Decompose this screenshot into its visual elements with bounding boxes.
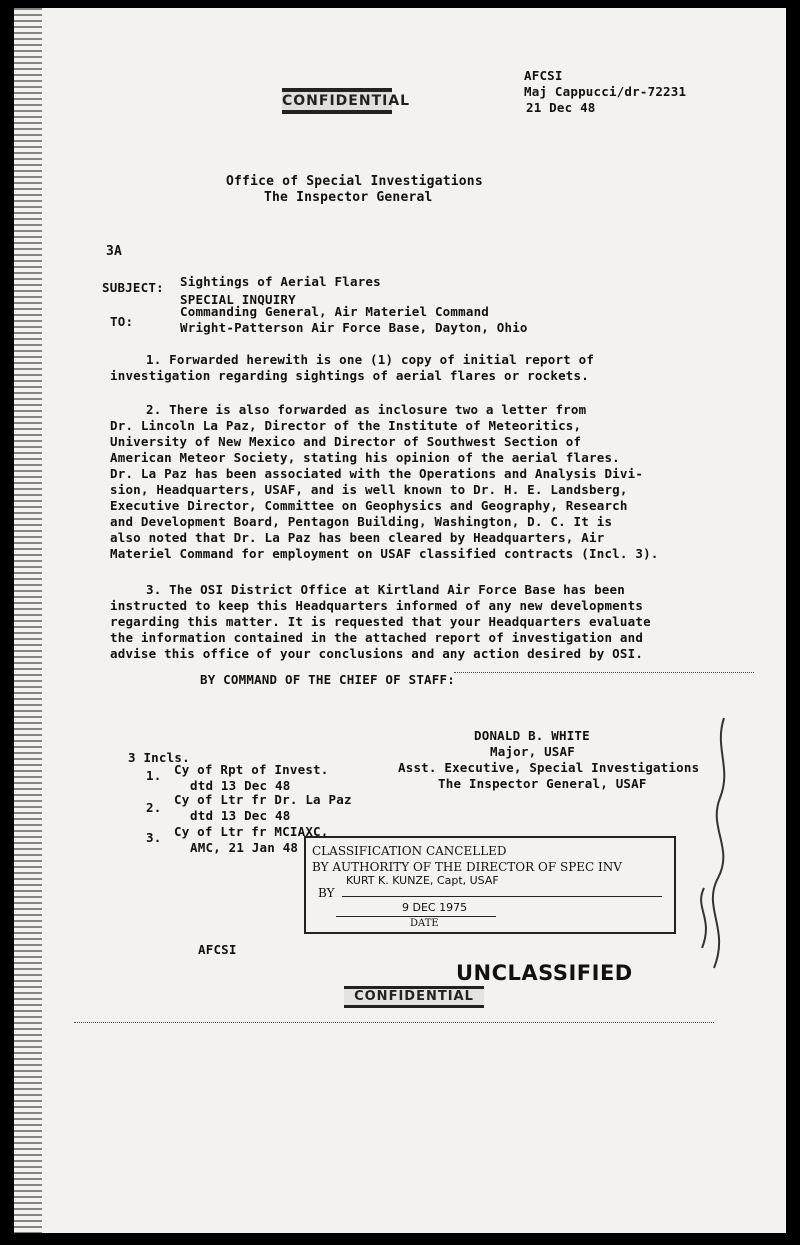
to-line2: Wright-Patterson Air Force Base, Dayton, Ohio	[180, 320, 528, 335]
scan-dotted-line	[454, 672, 754, 673]
inclosure-number: 2.	[146, 800, 162, 815]
paragraph-line: Executive Director, Committee on Geophysics and Geography, Research	[110, 498, 628, 513]
paragraph-line: also noted that Dr. La Paz has been cleared by Headquarters, Air	[110, 530, 605, 545]
office-symbol: AFCSI	[524, 68, 563, 83]
paragraph-line: University of New Mexico and Director of Southwest Section of	[110, 434, 582, 449]
declass-date-label: DATE	[410, 918, 439, 929]
inclosure-number: 1.	[146, 768, 162, 783]
command-line: BY COMMAND OF THE CHIEF OF STAFF:	[200, 672, 455, 687]
handwritten-margin-signature	[684, 708, 754, 1008]
inclosure-line: dtd 13 Dec 48	[190, 808, 291, 823]
paragraph-line: American Meteor Society, stating his opinion of the aerial flares.	[110, 450, 620, 465]
document-page	[14, 8, 786, 1233]
paragraph-line: instructed to keep this Headquarters informed of any new developments	[110, 598, 644, 613]
subject-label: SUBJECT:	[102, 280, 164, 295]
inclosure-line: Cy of Ltr fr Dr. La Paz	[174, 792, 352, 807]
office-title-line1: Office of Special Investigations	[226, 174, 483, 189]
inclosure-number: 3.	[146, 830, 162, 845]
inclosure-line: Cy of Rpt of Invest.	[174, 762, 329, 777]
paragraph-line: advise this office of your conclusions and any action desired by OSI.	[110, 646, 644, 661]
paragraph-line: sion, Headquarters, USAF, and is well known to Dr. H. E. Landsberg,	[110, 482, 628, 497]
footer-office-symbol: AFCSI	[198, 942, 237, 957]
paragraph-line: the information contained in the attached report of investigation and	[110, 630, 644, 645]
paragraph-line: 3. The OSI District Office at Kirtland Air Force Base has been	[146, 582, 625, 597]
margin-mark: 3A	[106, 244, 123, 259]
declass-by-underline	[342, 896, 662, 897]
to-line1: Commanding General, Air Materiel Command	[180, 304, 490, 319]
declass-date-underline	[336, 916, 496, 917]
inclosures-header: 3 Incls.	[128, 750, 190, 765]
paragraph-line: 1. Forwarded herewith is one (1) copy of initial report of	[146, 352, 595, 367]
declass-line-2: BY AUTHORITY OF THE DIRECTOR OF SPEC INV	[312, 860, 622, 874]
inclosure-line: AMC, 21 Jan 48	[190, 840, 299, 855]
signer-title-2: The Inspector General, USAF	[438, 776, 647, 791]
signer-rank: Major, USAF	[490, 744, 575, 759]
declassification-stamp	[304, 836, 676, 934]
file-reference: Maj Cappucci/dr-72231	[524, 84, 687, 99]
signer-title-1: Asst. Executive, Special Investigations	[398, 760, 700, 775]
paragraph-line: Dr. La Paz has been associated with the Operations and Analysis Divi-	[110, 466, 644, 481]
confidential-stamp-bottom: CONFIDENTIAL	[344, 986, 484, 1008]
subject-text: Sightings of Aerial Flares	[180, 274, 381, 289]
paragraph-line: regarding this matter. It is requested that your Headquarters evaluate	[110, 614, 651, 629]
unclassified-stamp: UNCLASSIFIED	[456, 961, 633, 985]
confidential-stamp-top: CONFIDENTIAL	[282, 88, 392, 114]
document-date: 21 Dec 48	[526, 100, 596, 115]
paragraph-line: Dr. Lincoln La Paz, Director of the Institute of Meteoritics,	[110, 418, 582, 433]
scan-dotted-line	[74, 1022, 714, 1023]
declass-line-1: CLASSIFICATION CANCELLED	[312, 844, 507, 858]
declass-by-name: KURT K. KUNZE, Capt, USAF	[346, 874, 499, 887]
paragraph-line: investigation regarding sightings of aerial flares or rockets.	[110, 368, 589, 383]
special-inquiry: SPECIAL INQUIRY	[180, 292, 296, 307]
paragraph-line: 2. There is also forwarded as inclosure two a letter from	[146, 402, 587, 417]
inclosure-line: Cy of Ltr fr MCIAXC,	[174, 824, 329, 839]
paragraph-line: Materiel Command for employment on USAF classified contracts (Incl. 3).	[110, 546, 659, 561]
signer-name: DONALD B. WHITE	[474, 728, 590, 743]
to-label: TO:	[110, 314, 134, 329]
inclosure-line: dtd 13 Dec 48	[190, 778, 291, 793]
declass-date-value: 9 DEC 1975	[402, 901, 468, 914]
paragraph-line: and Development Board, Pentagon Building, Washington, D. C. It is	[110, 514, 613, 529]
declass-by-label: BY	[318, 886, 335, 900]
scan-edge-noise	[14, 8, 42, 1233]
office-title-line2: The Inspector General	[264, 190, 433, 205]
